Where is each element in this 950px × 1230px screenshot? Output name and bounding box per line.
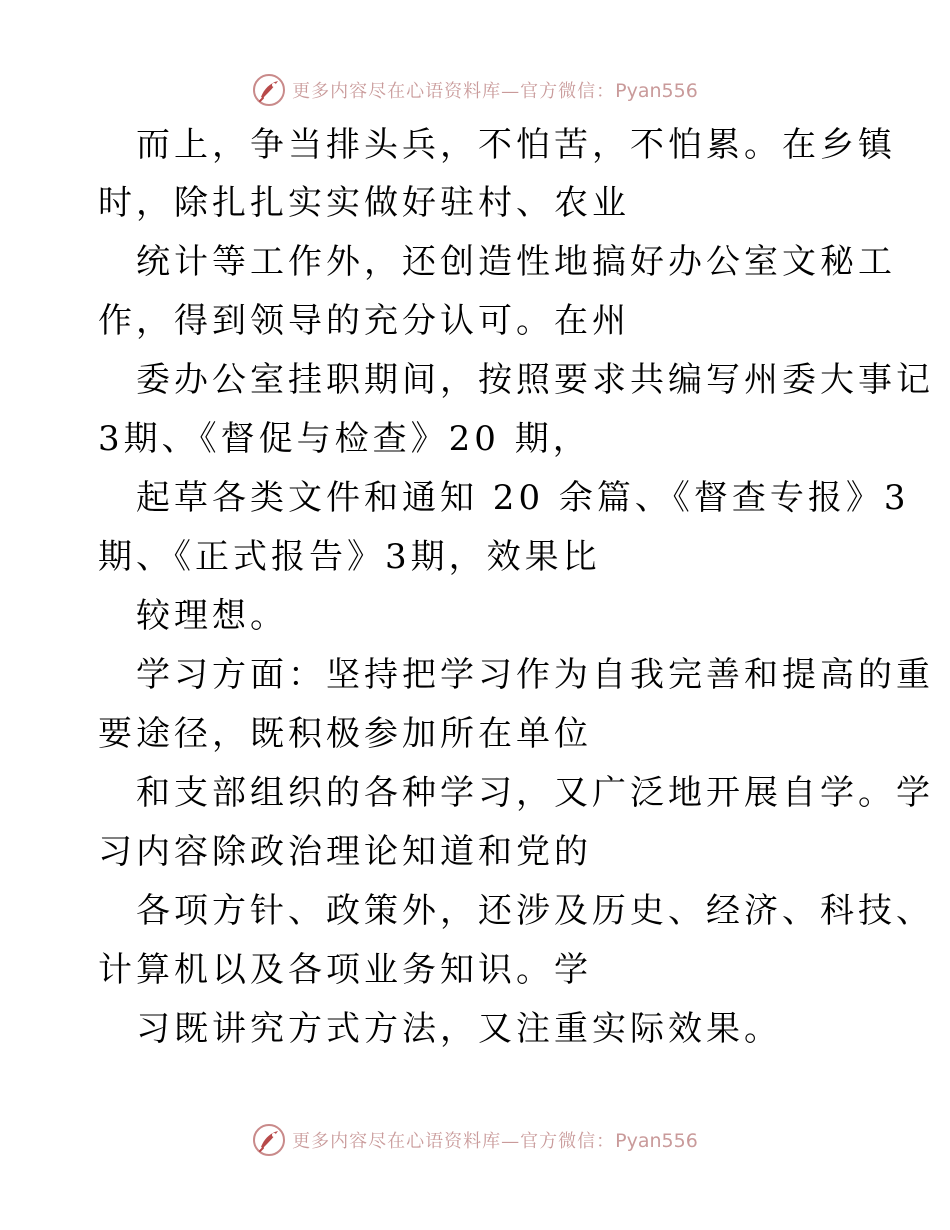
- banner-slogan: [292, 77, 698, 103]
- wechat-handle[interactable]: Pyan556: [615, 1130, 698, 1152]
- text-line: 要途径，既积极参加所在单位: [98, 714, 592, 754]
- text-line: 起草各类文件和通知 20 余篇、《督查专报》3: [136, 478, 910, 518]
- text-line: 统计等工作外，还创造性地搞好办公室文秘工: [136, 242, 896, 282]
- text-line: 和支部组织的各种学习，又广泛地开展自学。学: [136, 773, 934, 813]
- text-line: 计算机以及各项业务知识。学: [98, 950, 592, 990]
- text-line: 作，得到领导的充分认可。在州: [98, 301, 630, 341]
- text-line: 3期、《督促与检查》20 期，: [98, 419, 591, 459]
- wechat-handle[interactable]: Pyan556: [615, 80, 698, 102]
- banner-slogan-text: 更多内容尽在心语资料库—官方微信：: [292, 81, 616, 102]
- text-line: 习既讲究方式方法，又注重实际效果。: [136, 1009, 782, 1049]
- text-line: 学习方面：坚持把学习作为自我完善和提高的重: [136, 655, 934, 695]
- text-line: 而上，争当排头兵，不怕苦，不怕累。在乡镇: [136, 125, 896, 165]
- text-line: 较理想。: [136, 596, 288, 636]
- text-line: 习内容除政治理论知道和党的: [98, 832, 592, 872]
- footer-banner[interactable]: [0, 1122, 950, 1158]
- banner-slogan: [292, 1127, 698, 1153]
- quill-logo-icon: [252, 73, 286, 107]
- banner-slogan-text: 更多内容尽在心语资料库—官方微信：: [292, 1131, 616, 1152]
- header-banner[interactable]: [0, 72, 950, 108]
- text-line: 各项方针、政策外，还涉及历史、经济、科技、: [136, 891, 934, 931]
- text-line: 委办公室挂职期间，按照要求共编写州委大事记: [136, 360, 934, 400]
- text-line: 期、《正式报告》3期，效果比: [98, 537, 601, 577]
- quill-logo-icon: [252, 1123, 286, 1157]
- text-line: 时，除扎扎实实做好驻村、农业: [98, 183, 630, 223]
